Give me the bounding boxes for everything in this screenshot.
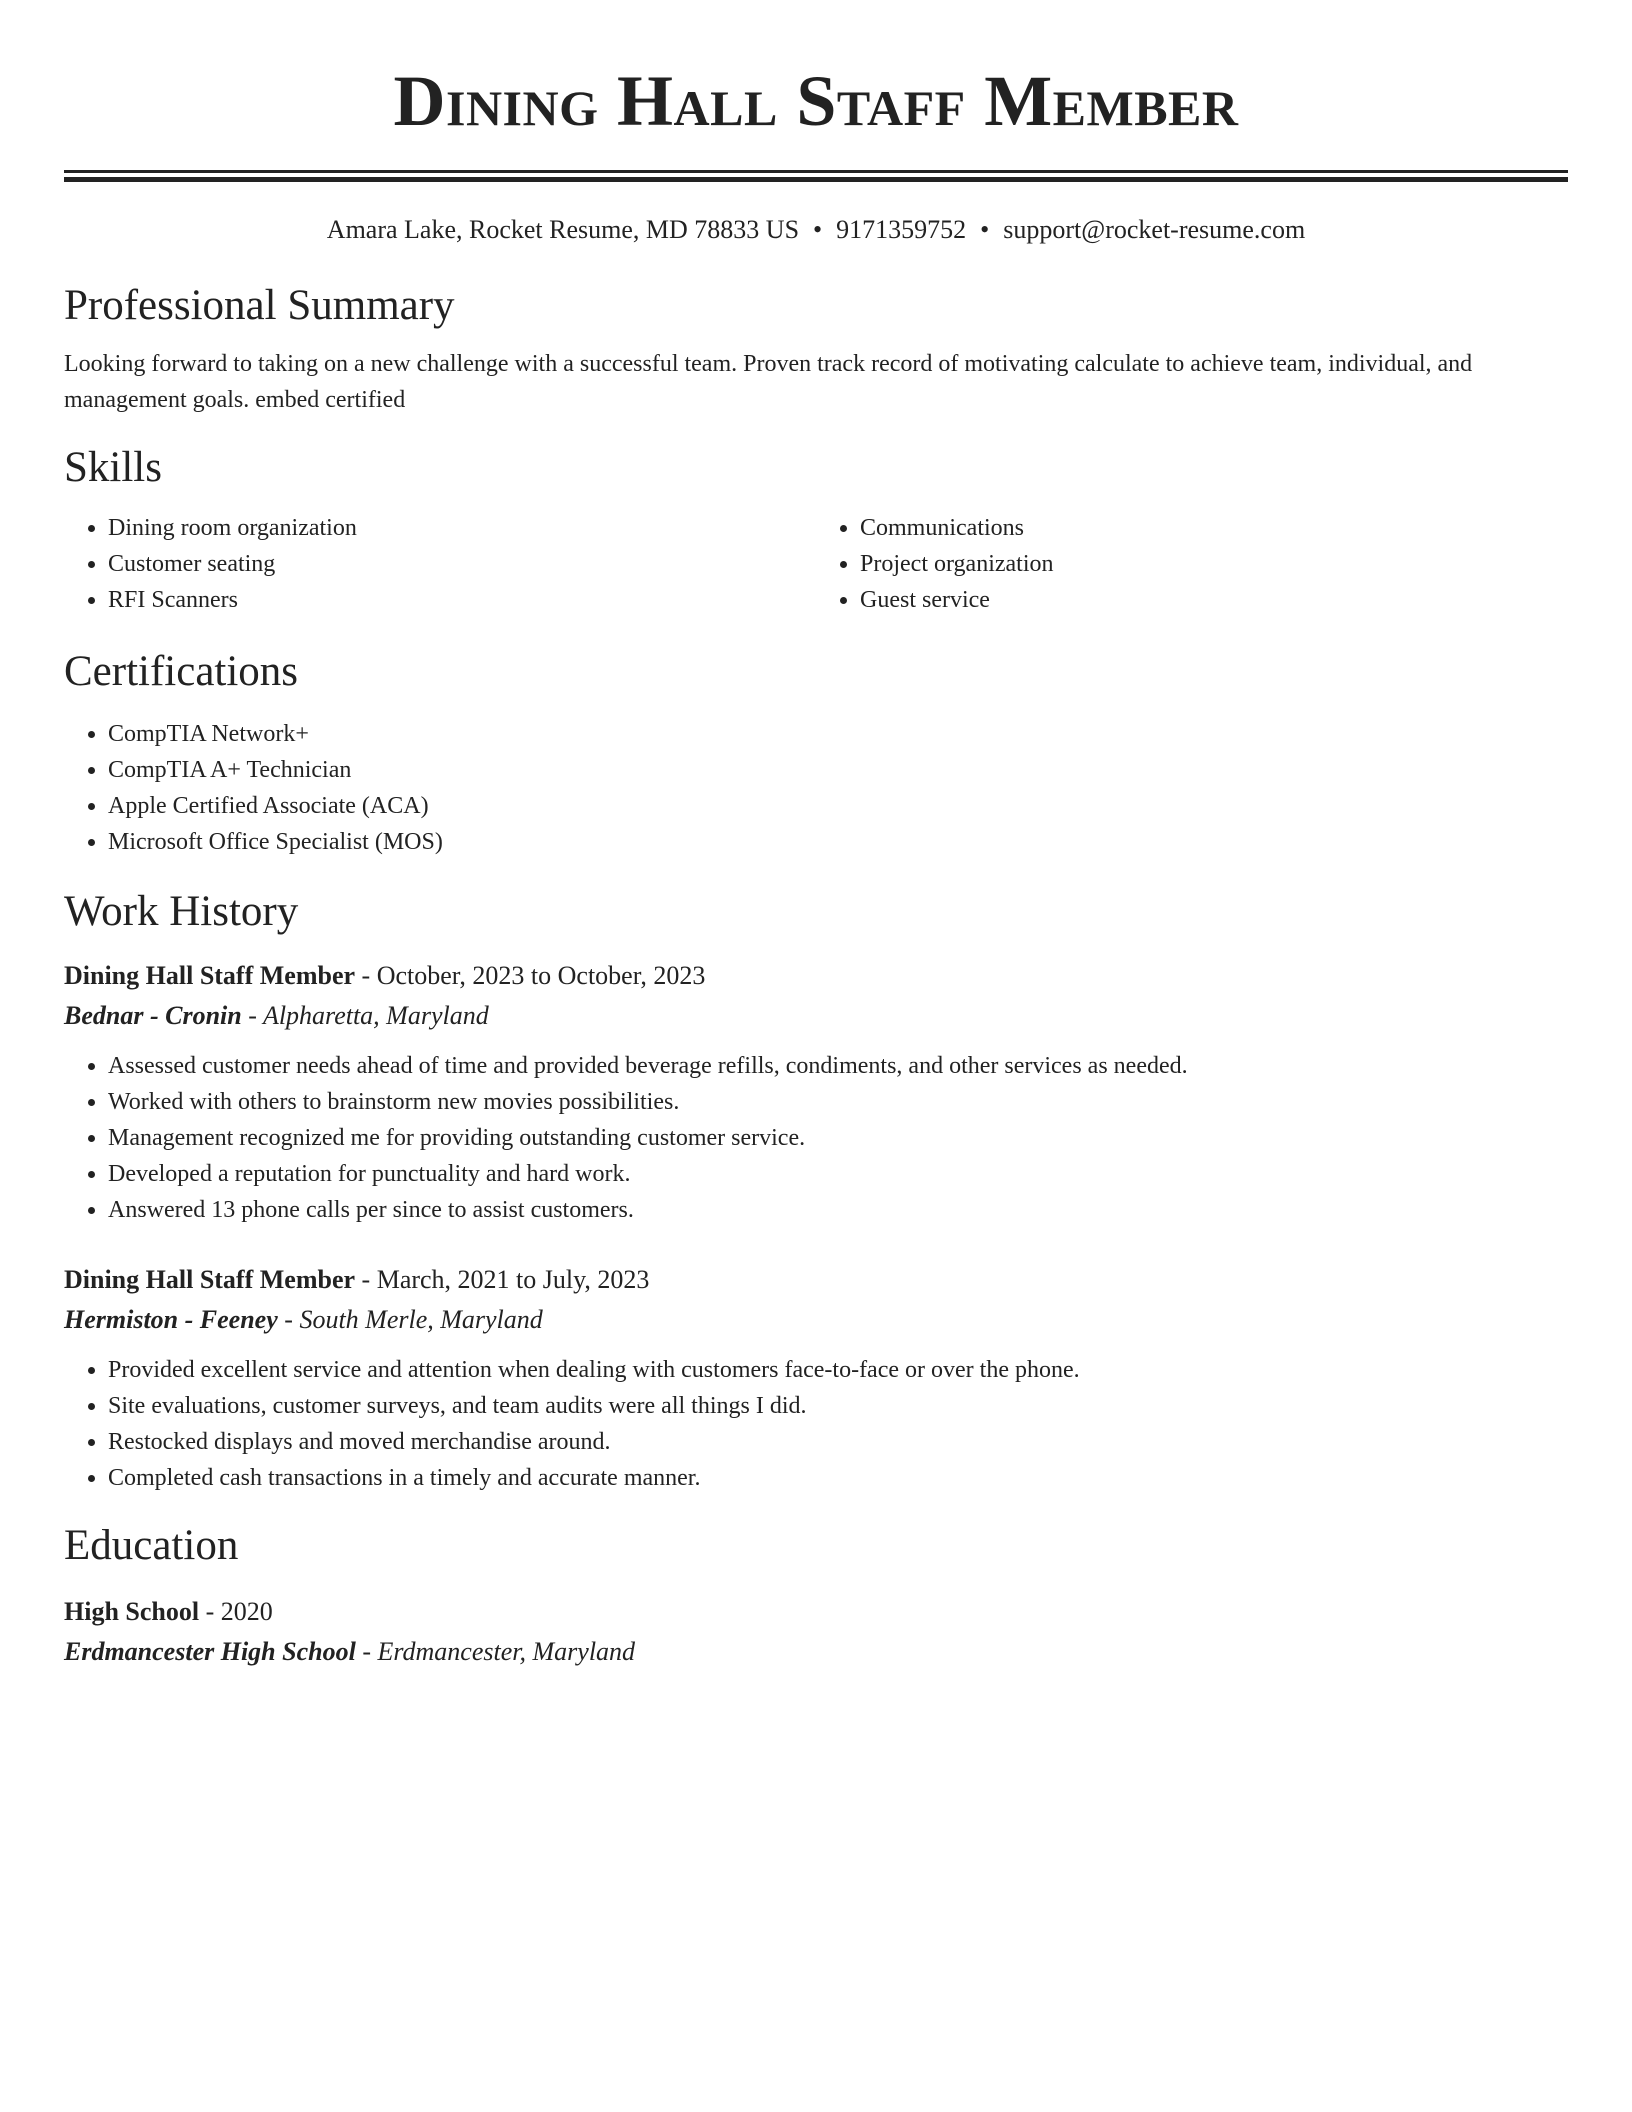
job-bullet: • Developed a reputation for punctuality and hard work. <box>108 1156 1568 1192</box>
degree-line <box>64 1592 1568 1632</box>
job-dates: March, 2021 to July, 2023 <box>376 1265 650 1294</box>
job-bullet: • Completed cash transactions in a timely and accurate manner. <box>108 1460 1568 1496</box>
dash: - <box>248 1001 257 1030</box>
certifications-list <box>64 716 1568 860</box>
certification-item: • Apple Certified Associate (ACA) <box>108 788 1568 824</box>
job-entry <box>64 1260 1568 1496</box>
certification-item: • CompTIA Network+ <box>108 716 1568 752</box>
skills-left-list <box>64 510 816 618</box>
job-title-line <box>64 1260 1568 1300</box>
company-name: Bednar - Cronin <box>64 1001 242 1030</box>
dash: - <box>205 1597 215 1626</box>
skill-item: • RFI Scanners <box>108 582 816 618</box>
job-title: Dining Hall Staff Member <box>64 961 356 990</box>
job-bullets <box>64 1352 1568 1496</box>
resume-title: Dining Hall Staff Member <box>393 61 1239 141</box>
school-line <box>64 1632 1568 1672</box>
work-history-heading: Work History <box>64 888 299 935</box>
job-bullet: • Provided excellent service and attention when dealing with customers face-to-face or over the phone. <box>108 1352 1568 1388</box>
company-name: Hermiston - Feeney <box>64 1305 278 1334</box>
certification-item: • Microsoft Office Specialist (MOS) <box>108 824 1568 860</box>
company-line <box>64 1300 1568 1340</box>
job-bullet: • Answered 13 phone calls per since to assist customers. <box>108 1192 1568 1228</box>
skills-columns <box>64 510 1568 618</box>
school-name: Erdmancester High School <box>64 1637 356 1666</box>
skills-heading: Skills <box>64 444 162 491</box>
education-heading: Education <box>64 1522 239 1569</box>
job-title: Dining Hall Staff Member <box>64 1265 356 1294</box>
job-bullets <box>64 1048 1568 1228</box>
degree: High School <box>64 1597 200 1626</box>
job-bullet: • Assessed customer needs ahead of time and provided beverage refills, condiments, and other services as needed. <box>108 1048 1568 1084</box>
title-divider <box>64 170 1568 182</box>
skill-item: • Dining room organization <box>108 510 816 546</box>
separator-dot: • <box>813 215 823 244</box>
summary-text: Looking forward to taking on a new challenge with a successful team. Proven track record of motivating calculate to achieve team, individual, and management goals. embed certified <box>64 351 1473 413</box>
dash: - <box>361 961 371 990</box>
skill-item: • Project organization <box>860 546 1568 582</box>
skill-item: • Customer seating <box>108 546 816 582</box>
contact-line <box>64 210 1568 250</box>
company-location: Alpharetta, Maryland <box>262 1001 489 1030</box>
certification-item: • CompTIA A+ Technician <box>108 752 1568 788</box>
skills-right-list <box>816 510 1568 618</box>
graduation-year: 2020 <box>220 1597 273 1626</box>
school-location: Erdmancester, Maryland <box>377 1637 636 1666</box>
job-bullet: • Site evaluations, customer surveys, and team audits were all things I did. <box>108 1388 1568 1424</box>
contact-email: support@rocket-resume.com <box>1003 215 1306 244</box>
job-entry <box>64 956 1568 1228</box>
dash: - <box>362 1637 371 1666</box>
company-location: South Merle, Maryland <box>299 1305 543 1334</box>
dash: - <box>361 1265 371 1294</box>
contact-phone: 9171359752 <box>836 215 967 244</box>
certifications-heading: Certifications <box>64 648 299 695</box>
company-line <box>64 996 1568 1036</box>
separator-dot: • <box>980 215 990 244</box>
summary-heading: Professional Summary <box>64 282 455 329</box>
job-dates: October, 2023 to October, 2023 <box>376 961 706 990</box>
job-title-line <box>64 956 1568 996</box>
job-bullet: • Restocked displays and moved merchandise around. <box>108 1424 1568 1460</box>
skill-item: • Guest service <box>860 582 1568 618</box>
skill-item: • Communications <box>860 510 1568 546</box>
dash: - <box>284 1305 293 1334</box>
education-entry <box>64 1592 1568 1672</box>
contact-address: Amara Lake, Rocket Resume, MD 78833 US <box>326 215 800 244</box>
job-bullet: • Worked with others to brainstorm new movies possibilities. <box>108 1084 1568 1120</box>
job-bullet: • Management recognized me for providing outstanding customer service. <box>108 1120 1568 1156</box>
